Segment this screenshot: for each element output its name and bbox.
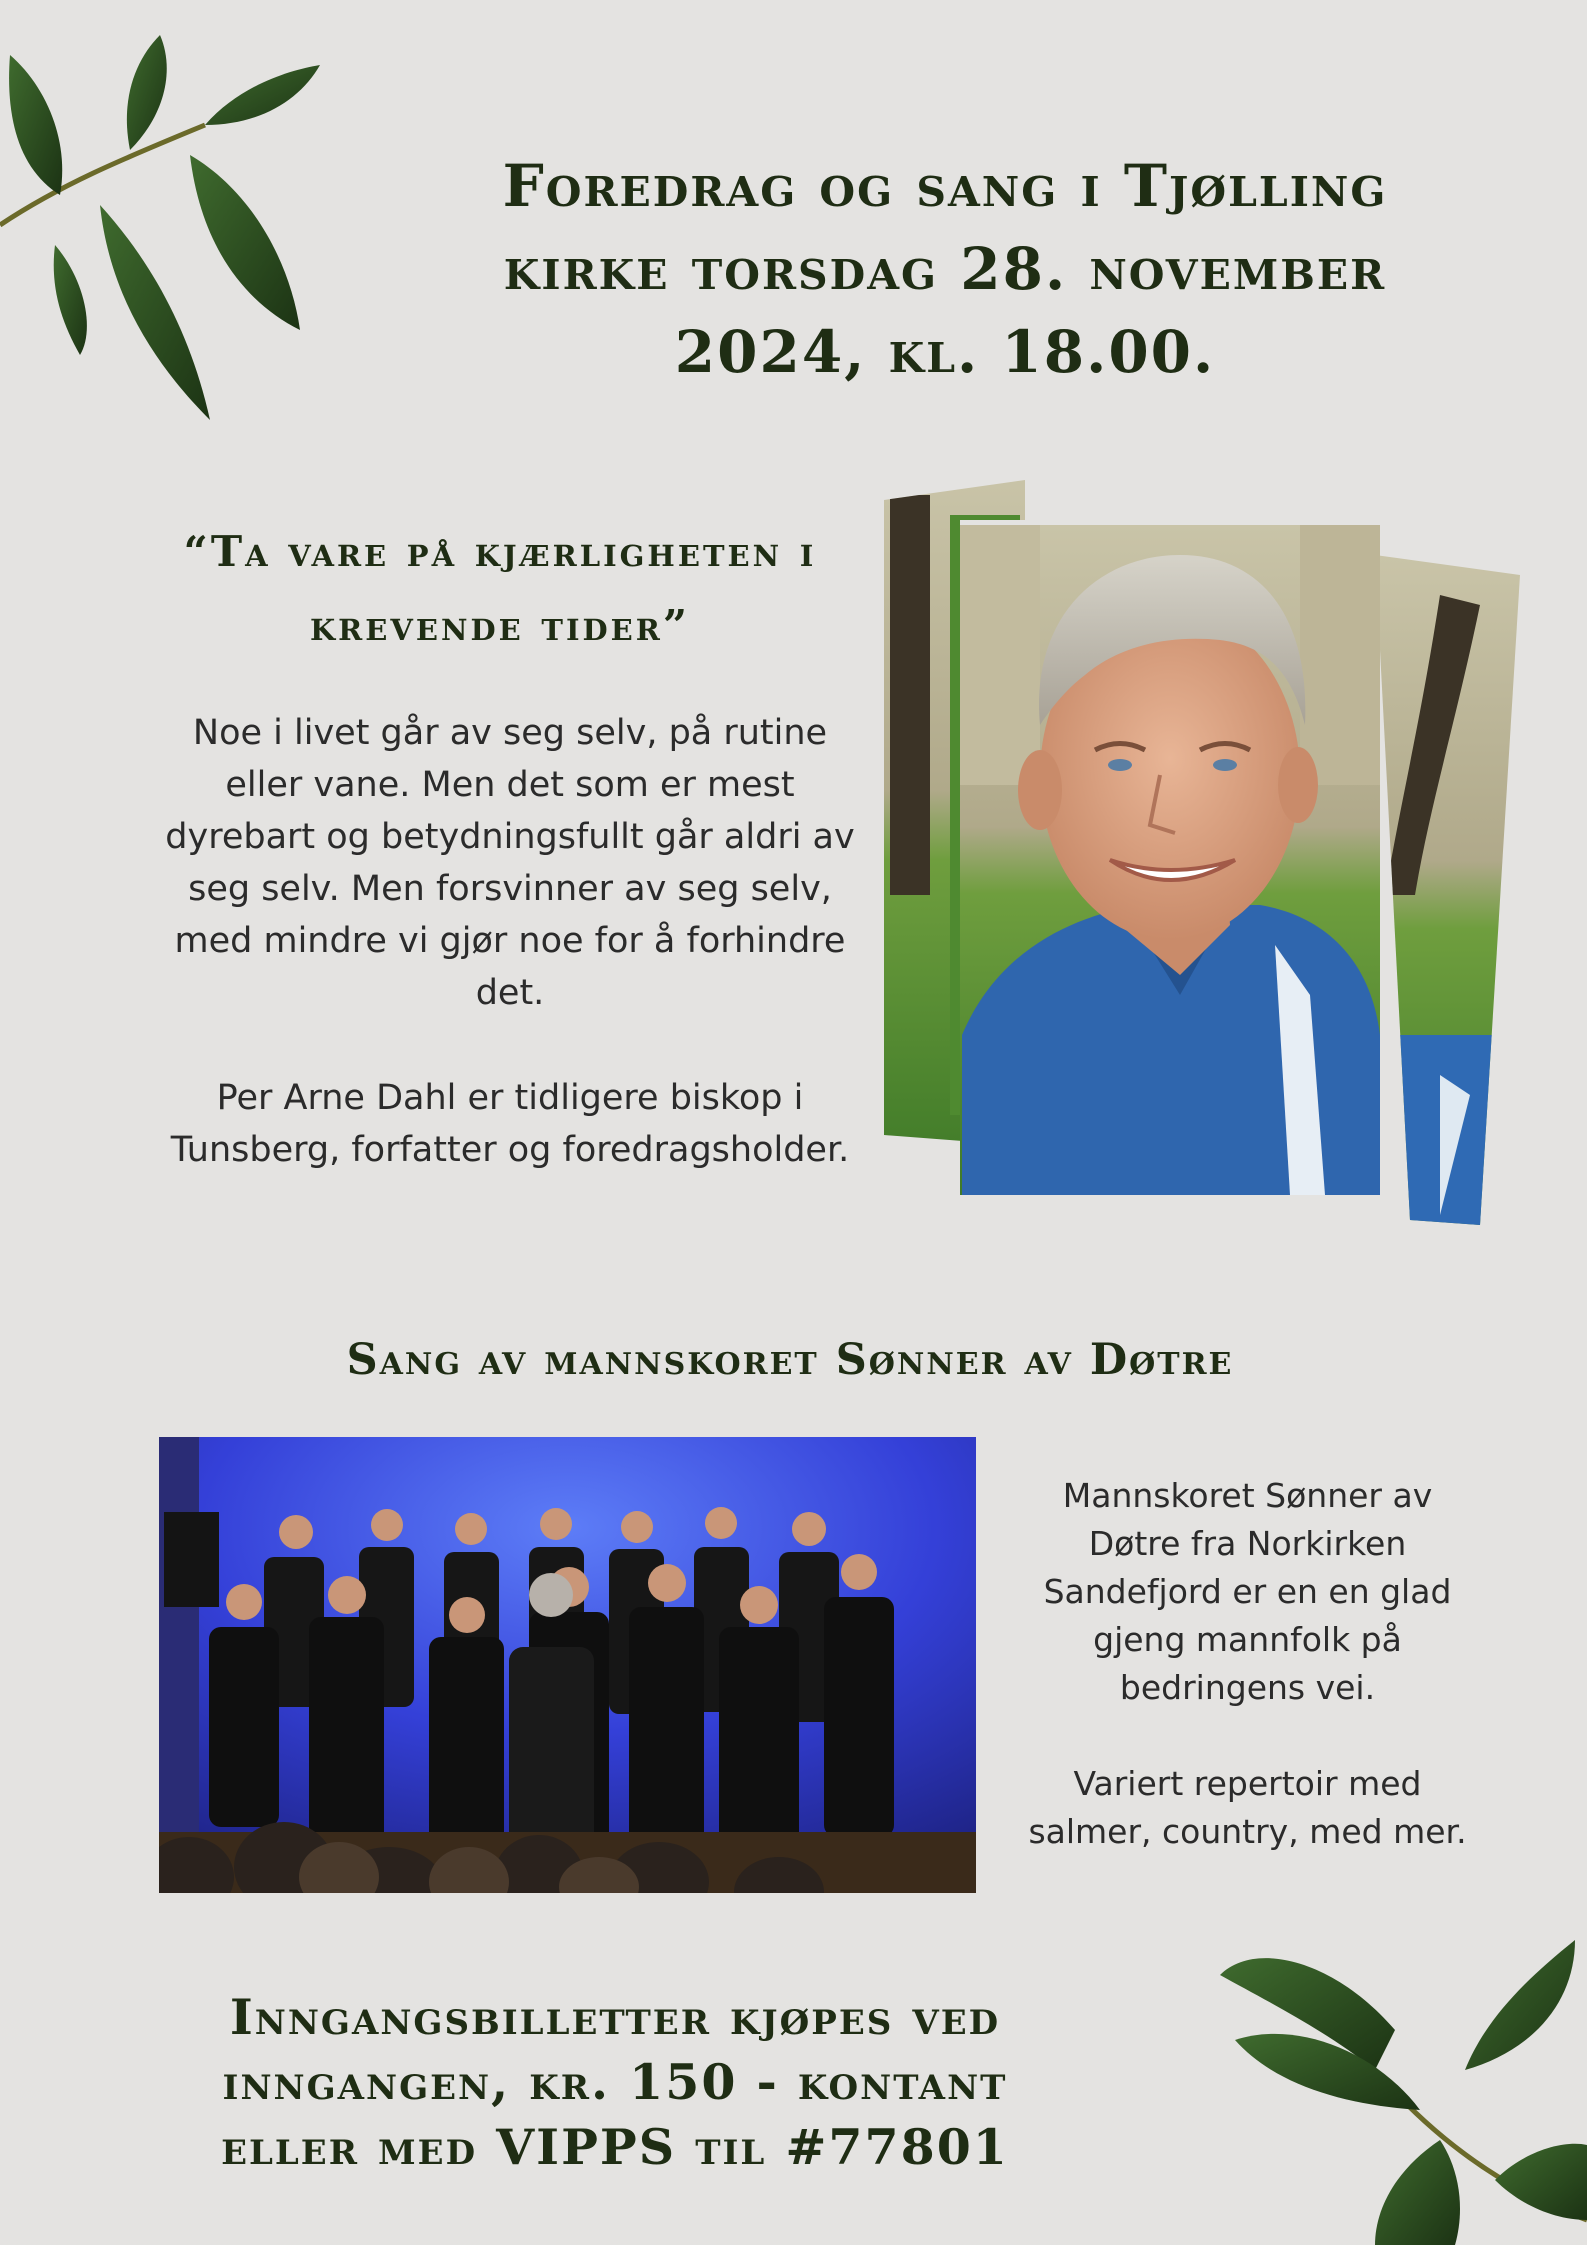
lecture-intro-text — [160, 707, 860, 1019]
choir-repertoire-paragraph: Variert repertoir med salmer, country, med mer. — [1028, 1764, 1467, 1851]
lecture-intro-paragraph: Noe i livet går av seg selv, på rutine eller vane. Men det som er mest dyrebart og betydningsfullt går aldri av seg selv. Men forsvinner av seg selv, med mindre vi gjør noe for å forhindre det. — [165, 713, 855, 1013]
speaker-portrait-photo — [880, 475, 1520, 1235]
choir-section-title: Sang av mannskoret Sønner av Døtre — [346, 1335, 1234, 1385]
choir-description-paragraph: Mannskoret Sønner av Døtre fra Norkirken Sandefjord er en en glad gjeng mannfolk på bedringens vei. — [1043, 1476, 1452, 1707]
ticket-info: Inngangsbilletter kjøpes ved inngangen, kr. 150 - kontant eller med VIPPS til #77801 — [221, 1988, 1009, 2176]
leaf-branch-bottom-decoration — [1175, 1920, 1587, 2245]
leaf-branch-top-decoration — [0, 0, 330, 430]
speaker-bio-paragraph: Per Arne Dahl er tidligere biskop i Tunsberg, forfatter og foredragsholder. — [170, 1078, 850, 1170]
event-title: Foredrag og sang i Tjølling kirke torsdag 28. november 2024, kl. 18.00. — [502, 152, 1388, 386]
choir-repertoire-text — [1015, 1760, 1480, 1856]
choir-performance-photo — [159, 1437, 976, 1893]
speaker-bio-text — [160, 1072, 860, 1176]
lecture-quote-title: “Ta vare på kjærligheten i krevende tider” — [183, 527, 817, 650]
choir-description-text — [1015, 1472, 1480, 1712]
